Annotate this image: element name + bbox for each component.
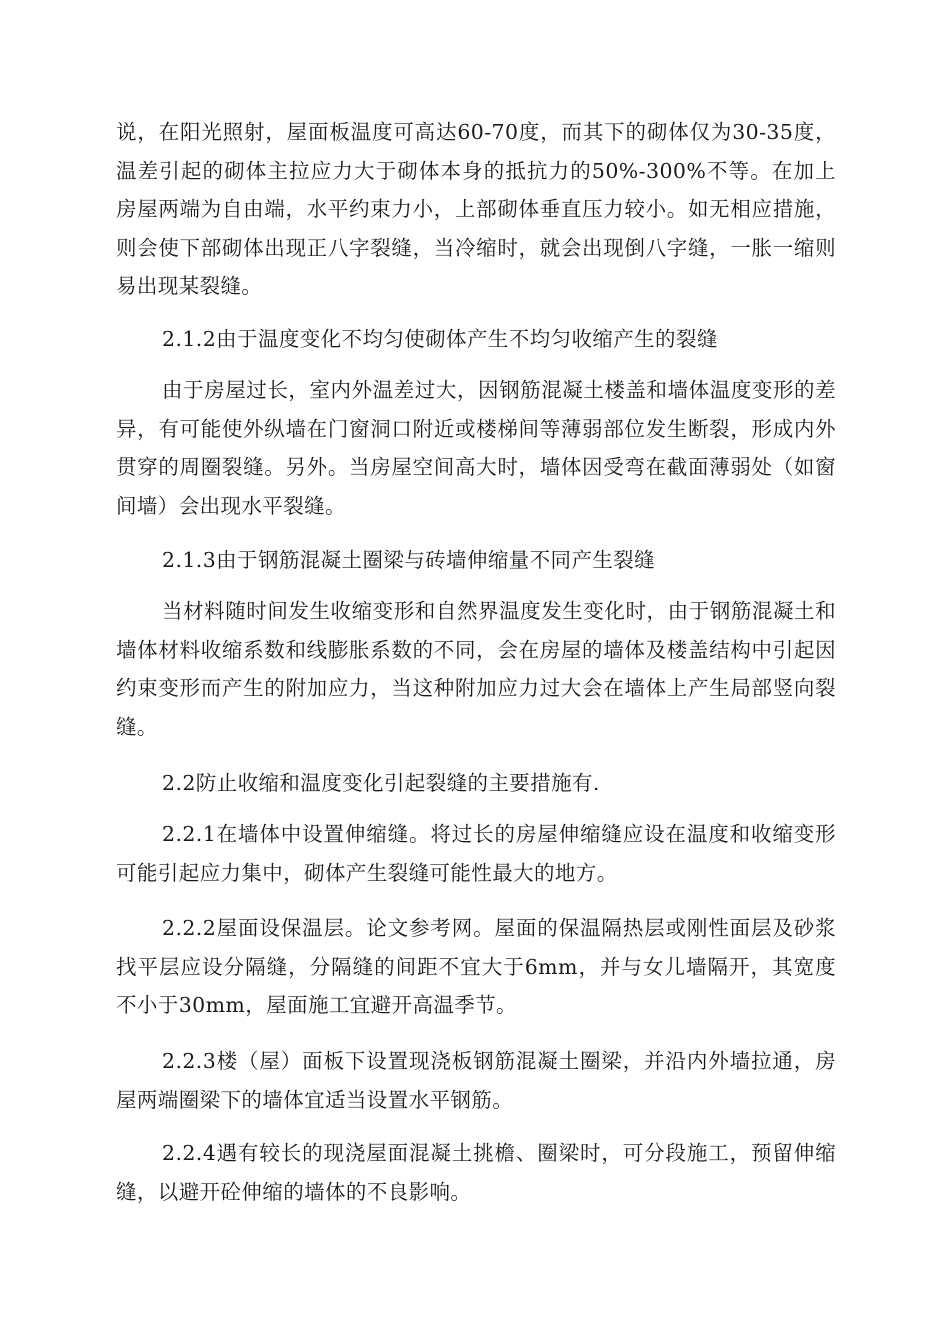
- section-heading-2-2: 2.2防止收缩和温度变化引起裂缝的主要措施有.: [162, 771, 600, 795]
- paragraph-2-2-2: 2.2.2屋面设保温层。论文参考网。屋面的保温隔热层或刚性面层及砂浆找平层应设分隔缝，分隔缝的间距不宜大于6mm，并与女儿墙隔开，其宽度不小于30mm，屋面施工宜避开高温季节。: [116, 916, 836, 1017]
- paragraph-2-1-2-body: 由于房屋过长，室内外温差过大，因钢筋混凝土楼盖和墙体温度变形的差异，有可能使外纵墙在门窗洞口附近或楼梯间等薄弱部位发生断裂，形成内外贯穿的周圈裂缝。另外。当房屋空间高大时，墙体因受弯在截面薄弱处（如窗间墙）会出现水平裂缝。: [116, 378, 836, 518]
- paragraph-2-2-4: 2.2.4遇有较长的现浇屋面混凝土挑檐、圈梁时，可分段施工，预留伸缩缝，以避开砼伸缩的墙体的不良影响。: [116, 1141, 836, 1204]
- section-heading-2-1-3: 2.1.3由于钢筋混凝土圈梁与砖墙伸缩量不同产生裂缝: [162, 548, 656, 572]
- section-heading-2-1-2: 2.1.2由于温度变化不均匀使砌体产生不均匀收缩产生的裂缝: [162, 327, 718, 351]
- paragraph-2-2-1: 2.2.1在墙体中设置伸缩缝。将过长的房屋伸缩缝应设在温度和收缩变形可能引起应力集中，砌体产生裂缝可能性最大的地方。: [116, 822, 836, 885]
- paragraph-2-1-3-body: 当材料随时间发生收缩变形和自然界温度发生变化时，由于钢筋混凝土和墙体材料收缩系数和线膨胀系数的不同，会在房屋的墙体及楼盖结构中引起因约束变形而产生的附加应力，当这种附加应力过大会在墙体上产生局部竖向裂缝。: [116, 599, 836, 739]
- paragraph-continuation: 说，在阳光照射，屋面板温度可高达60-70度，而其下的砌体仅为30-35度，温差引起的砌体主拉应力大于砌体本身的抵抗力的50%-300%不等。在加上房屋两端为自由端，水平约束力小，上部砌体垂直压力较小。如无相应措施，则会使下部砌体出现正八字裂缝，当冷缩时，就会出现倒八字缝，一胀一缩则易出现某裂缝。: [116, 120, 836, 298]
- paragraph-2-2-3: 2.2.3楼（屋）面板下设置现浇板钢筋混凝土圈梁，并沿内外墙拉通，房屋两端圈梁下的墙体宜适当设置水平钢筋。: [116, 1049, 836, 1112]
